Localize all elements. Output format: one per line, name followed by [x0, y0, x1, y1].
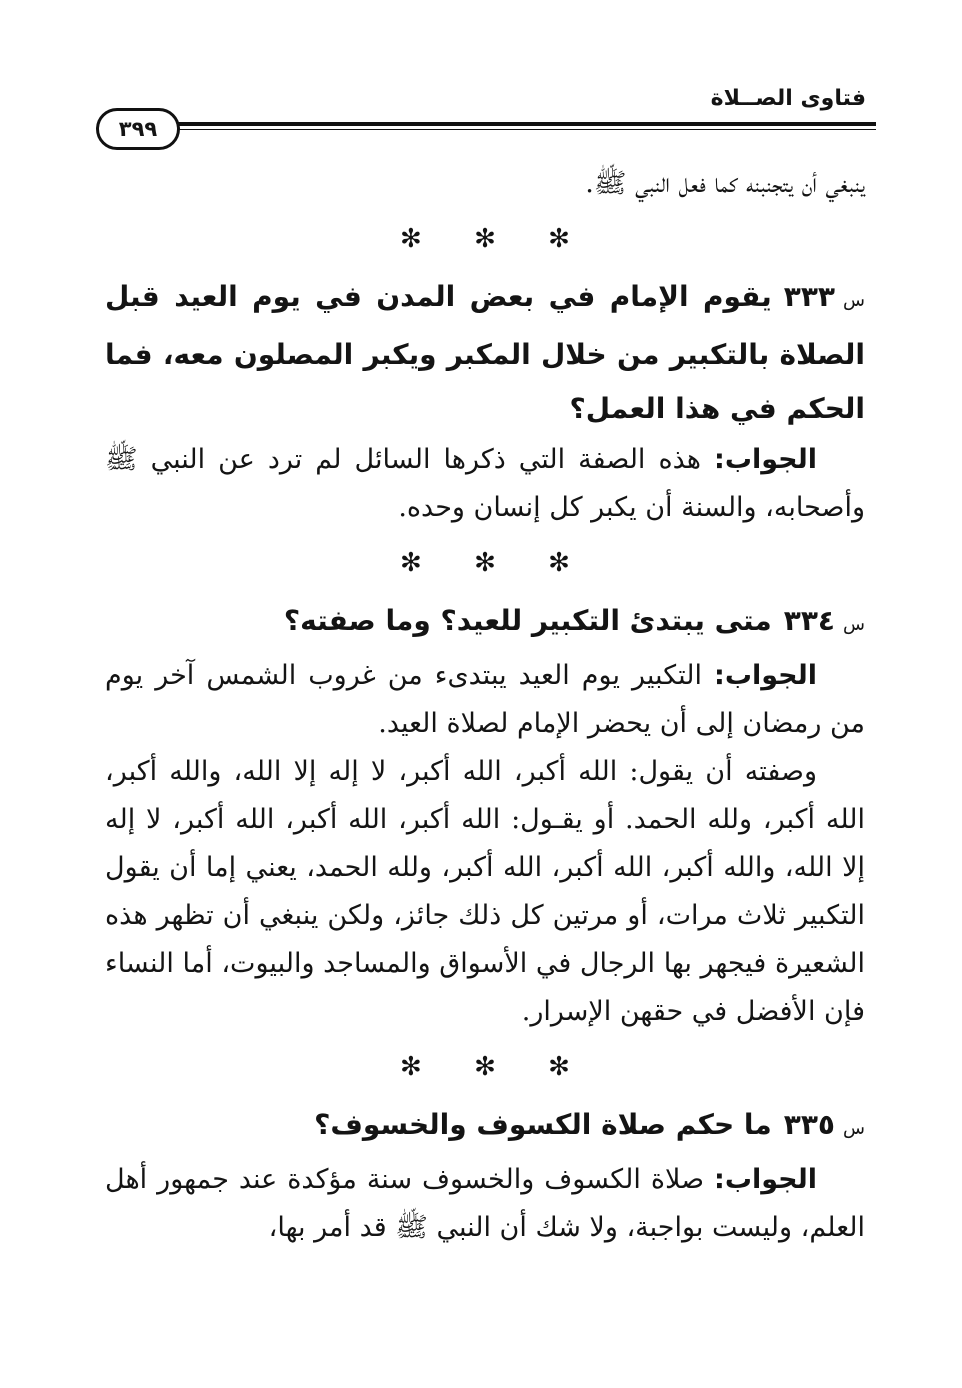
question-text: ما حكم صلاة الكسوف والخسوف؟ [314, 1108, 772, 1141]
intro-line: ينبغي أن يتجنبنه كما فعل النبي ﷺ. [585, 168, 865, 199]
question-number: ٣٣٥ [783, 1108, 836, 1141]
question-marker: س [843, 1118, 865, 1139]
question-text: متى يبتدئ التكبير للعيد؟ وما صفته؟ [283, 604, 772, 637]
separator-star: ✻ [474, 224, 496, 254]
separator-star: ✻ [474, 548, 496, 578]
separator-star: ✻ [548, 548, 570, 578]
answer-label: الجواب: [714, 444, 817, 475]
separator-star: ✻ [548, 224, 570, 254]
section-separator [105, 1042, 865, 1092]
answer-label: الجواب: [714, 660, 817, 691]
page-content [105, 160, 865, 1252]
header-rule-thin [158, 129, 876, 130]
answer-335 [105, 1156, 865, 1252]
header-rule-thick [158, 122, 876, 126]
section-separator [105, 214, 865, 264]
question-marker: س [843, 614, 865, 635]
separator-star: ✻ [400, 1052, 422, 1082]
answer-text: صلاة الكسوف والخسوف سنة مؤكدة عند جمهور أهل العلم، وليست بواجبة، ولا شك أن النبي ﷺ قد أمر بها، [105, 1164, 865, 1243]
question-text: يقوم الإمام في بعض المدن في يوم العيد قبل الصلاة بالتكبير من خلال المكبر ويكبر المصلون معه، فما الحكم في هذا العمل؟ [105, 280, 865, 425]
question-335 [105, 1098, 865, 1156]
answer-text: هذه الصفة التي ذكرها السائل لم ترد عن النبي ﷺ وأصحابه، والسنة أن يكبر كل إنسان وحده. [105, 444, 865, 523]
question-number: ٣٣٣ [783, 280, 836, 313]
section-separator [105, 538, 865, 588]
page-header [96, 76, 876, 156]
separator-star: ✻ [548, 1052, 570, 1082]
question-334 [105, 594, 865, 652]
separator-star: ✻ [474, 1052, 496, 1082]
answer-333 [105, 436, 865, 532]
answer-334 [105, 652, 865, 748]
question-marker: س [843, 290, 865, 311]
question-333 [105, 270, 865, 436]
separator-star: ✻ [400, 224, 422, 254]
answer-label: الجواب: [714, 1164, 817, 1195]
question-number: ٣٣٤ [783, 604, 836, 637]
separator-star: ✻ [400, 548, 422, 578]
page-number: ٣٩٩ [96, 108, 180, 150]
running-title: فتاوى الصــلاة [710, 86, 866, 111]
answer-text: التكبير يوم العيد يبتدىء من غروب الشمس آخر يوم من رمضان إلى أن يحضر الإمام لصلاة العيد. [105, 660, 865, 739]
answer-334-continuation: وصفته أن يقول: الله أكبر، الله أكبر، لا إله إلا الله، والله أكبر، الله أكبر، ولله الحمد. أو يقـول: الله أكبر، الله أكبر، الله أكبر، لا إله إلا الله، والله أكبر، الله أكبر، الله أكبر، ولله الحمد، يعني إما أن يقول التكبير ثلاث مرات، أو مرتين كل ذلك جائز، ولكن ينبغي أن تظهر هذه الشعيرة فيجهر بها الرجال في الأسواق والمساجد والبيوت، أما النساء فإن الأفضل في حقهن الإسرار. [105, 756, 866, 1027]
